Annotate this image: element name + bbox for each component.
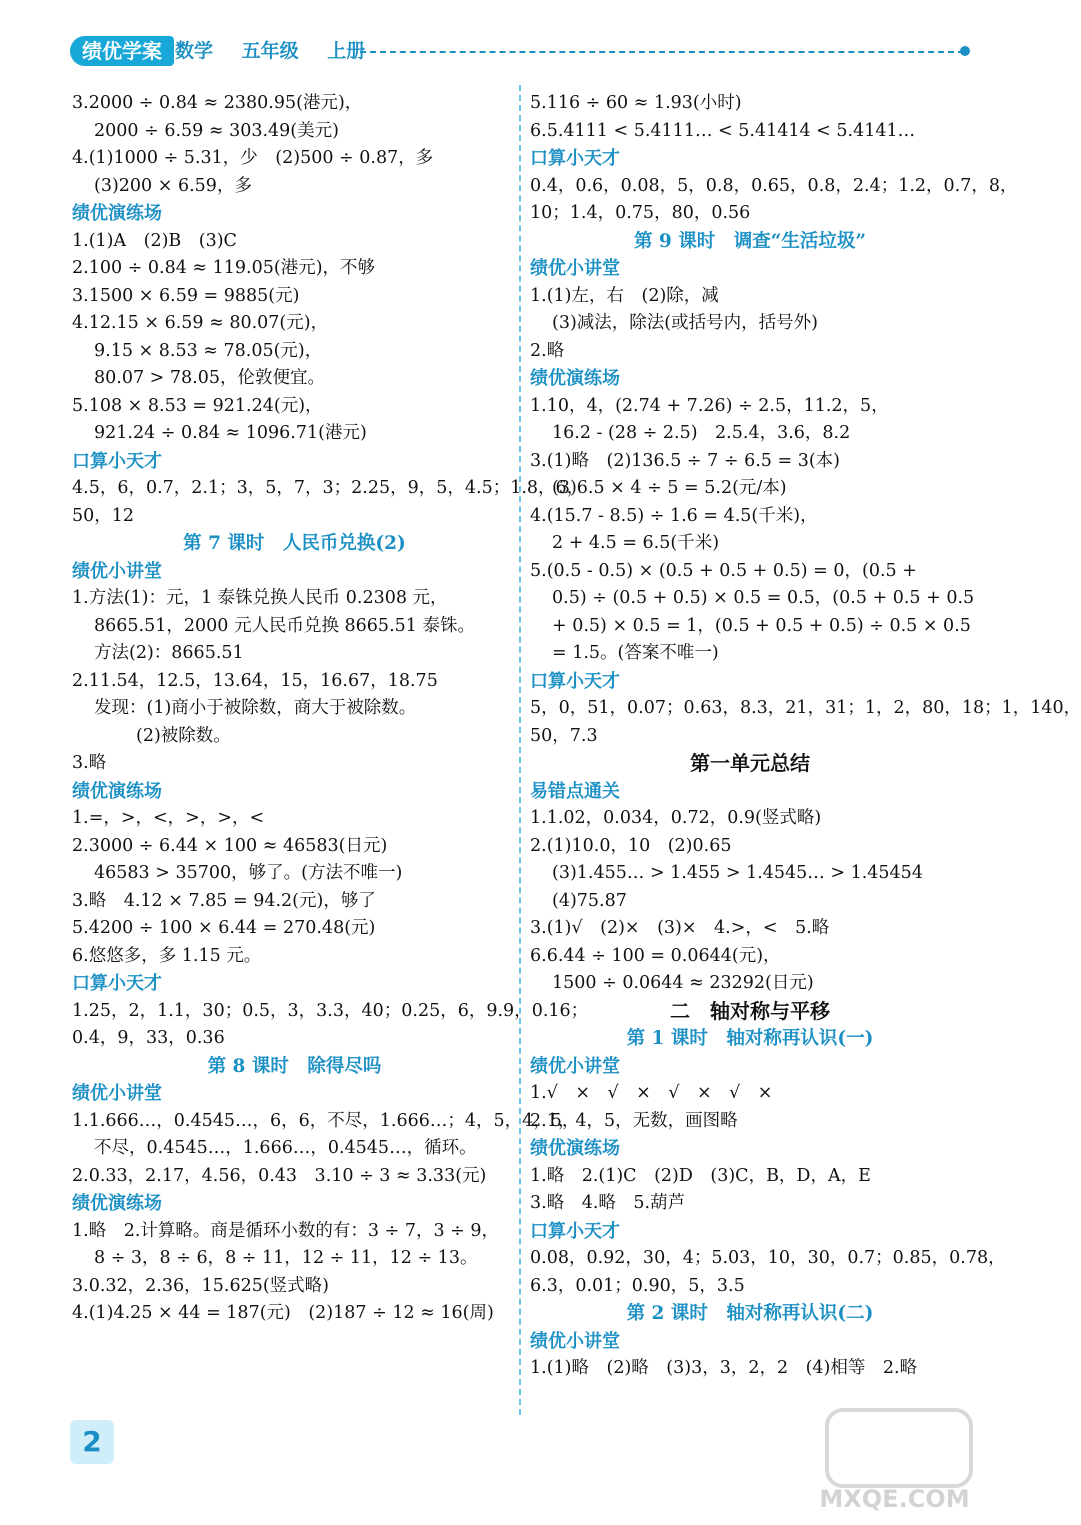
section-heading: 绩优演练场 <box>72 203 162 224</box>
answer-line: (4)75.87 <box>552 890 627 911</box>
answer-line: 1.方法(1)：元，1 泰铢兑换人民币 0.2308 元， <box>72 588 448 608</box>
answer-line: 6.6.44 ÷ 100 = 0.0644(元)， <box>530 945 781 966</box>
answer-line: 1.(1)左，右 (2)除，减 <box>530 285 719 306</box>
watermark-logo <box>807 1408 982 1513</box>
header-meta <box>175 36 387 66</box>
answer-line: 5.(0.5 - 0.5) × (0.5 + 0.5 + 0.5) = 0，(0.5 + <box>530 560 917 581</box>
answer-line: 0.4，9，33，0.36 <box>72 1028 225 1048</box>
answer-line: 50，7.3 <box>530 725 598 746</box>
answer-line: (3)减法，除法(或括号内，括号外) <box>552 313 818 333</box>
answer-line: 8665.51，2000 元人民币兑换 8665.51 泰铢。 <box>94 615 475 636</box>
answer-line: 3.0.32，2.36，15.625(竖式略) <box>72 1275 330 1296</box>
section-heading: 易错点通关 <box>530 780 620 802</box>
answer-line: 2.(1)10.0，10 (2)0.65 <box>530 835 732 856</box>
answer-line: 5.116 ÷ 60 ≈ 1.93(小时) <box>530 93 742 113</box>
answer-line: 8 ÷ 3，8 ÷ 6，8 ÷ 11，12 ÷ 11，12 ÷ 13。 <box>94 1248 478 1268</box>
answer-line: 1.1.02，0.034，0.72，0.9(竖式略) <box>530 808 822 828</box>
answer-line: + 0.5) × 0.5 = 1，(0.5 + 0.5 + 0.5) ÷ 0.5 × 0.5 <box>552 615 971 636</box>
answer-line: 50，12 <box>72 505 135 526</box>
answer-line: 10；1.4，0.75，80，0.56 <box>530 203 751 223</box>
answer-line: 1.√ × √ × √ × √ × <box>530 1083 773 1103</box>
answer-line: 6.3，0.01；0.90，5，3.5 <box>530 1275 745 1296</box>
lesson-title: 第 1 课时 轴对称再认识(一) <box>626 1028 874 1049</box>
answer-line: 3.略 4.12 × 7.85 = 94.2(元)，够了 <box>72 890 376 911</box>
section-heading: 绩优演练场 <box>72 780 162 802</box>
answer-line: 4.(1)4.25 × 44 = 187(元) (2)187 ÷ 12 ≈ 16(周) <box>72 1303 494 1323</box>
answer-line: 发现：(1)商小于被除数，商大于被除数。 <box>94 698 417 718</box>
answer-line: 0.08，0.92，30，4；5.03，10，30，0.7；0.85，0.78， <box>530 1248 1006 1268</box>
page-number: 2 <box>70 1420 114 1464</box>
watermark-logo-icon <box>825 1408 973 1488</box>
right-column <box>530 90 1081 1383</box>
lesson-title: 第 7 课时 人民币兑换(2) <box>183 533 406 554</box>
answer-line: 6.5.4111 < 5.4111… < 5.41414 < 5.4141… <box>530 120 916 141</box>
answer-line: 1.略 2.计算略。商是循环小数的有：3 ÷ 7，3 ÷ 9， <box>72 1220 500 1241</box>
unit-title: 第一单元总结 <box>690 751 810 775</box>
answer-line: (3)1.455… > 1.455 > 1.4545… > 1.45454 <box>552 863 923 883</box>
answer-line: 方法(2)：8665.51 <box>94 643 244 663</box>
section-heading: 绩优小讲堂 <box>72 1083 162 1104</box>
answer-line: 1.25，2，1.1，30；0.5，3，3.3，40；0.25，6，9.9，0.16； <box>72 1000 589 1021</box>
answer-line: 4.5，6，0.7，2.1；3，5，7，3；2.25，9，5，4.5；1.8，6， <box>72 478 585 498</box>
column-divider <box>519 85 521 1415</box>
answer-line: 2000 ÷ 6.59 ≈ 303.49(美元) <box>94 120 339 141</box>
answer-line: 3.略 4.略 5.葫芦 <box>530 1193 686 1213</box>
header-grade: 五年级 <box>241 40 299 62</box>
answer-line: = 1.5。(答案不唯一) <box>552 643 719 663</box>
unit-title: 二 轴对称与平移 <box>670 998 830 1023</box>
answer-line: 2.1，4，5，无数，画图略 <box>530 1110 738 1131</box>
answer-line: 1.=，>，<，>，>，< <box>72 808 265 828</box>
section-heading: 口算小天才 <box>72 973 162 994</box>
lesson-title: 第 9 课时 调查“生活垃圾” <box>633 230 867 252</box>
answer-line: (2)被除数。 <box>136 725 231 746</box>
answer-line: (3)6.5 × 4 ÷ 5 = 5.2(元/本) <box>552 478 787 498</box>
answer-line: 0.5) ÷ (0.5 + 0.5) × 0.5 = 0.5，(0.5 + 0.5 + 0.5 <box>552 588 975 608</box>
answer-line: 2 + 4.5 = 6.5(千米) <box>552 533 720 553</box>
section-heading: 口算小天才 <box>530 1220 620 1242</box>
answer-line: 9.15 × 8.53 ≈ 78.05(元)， <box>94 340 323 361</box>
answer-line: 5.108 × 8.53 = 921.24(元)， <box>72 395 323 416</box>
answer-line: 16.2 - (28 ÷ 2.5) 2.5.4，3.6，8.2 <box>552 423 851 443</box>
section-heading: 绩优演练场 <box>530 1138 620 1159</box>
answer-line: 1500 ÷ 0.0644 ≈ 23292(日元) <box>552 973 814 993</box>
section-heading: 绩优小讲堂 <box>530 258 620 279</box>
answer-line: 4.(1)1000 ÷ 5.31，少 (2)500 ÷ 0.87，多 <box>72 148 434 168</box>
answer-line: 46583 > 35700，够了。(方法不唯一) <box>94 863 403 883</box>
answer-line: 5，0，51，0.07；0.63，8.3，21，31；1，2，80，18；1，140， <box>530 698 1081 718</box>
answer-line: 3.略 <box>72 753 107 773</box>
section-heading: 绩优演练场 <box>530 368 620 389</box>
answer-line: 2.11.54，12.5，13.64，15，16.67，18.75 <box>72 670 438 691</box>
answer-line: 1.(1)A (2)B (3)C <box>72 230 237 251</box>
page-header <box>70 36 970 70</box>
answer-line: 1.1.666…，0.4545…，6，6，不尽，1.666…；4，5，4，5， <box>72 1110 580 1131</box>
section-heading: 口算小天才 <box>530 148 620 169</box>
header-dot <box>960 46 970 56</box>
header-subject: 数学 <box>175 40 214 62</box>
header-dash-line <box>360 51 964 53</box>
answer-line: 4.12.15 × 6.59 ≈ 80.07(元)， <box>72 313 329 333</box>
answer-line: 3.(1)√ (2)× (3)× 4.>，< 5.略 <box>530 918 830 938</box>
answer-line: 3.1500 × 6.59 = 9885(元) <box>72 285 300 306</box>
answer-line: 2.3000 ÷ 6.44 × 100 ≈ 46583(日元) <box>72 835 388 856</box>
lesson-title: 第 8 课时 除得尽吗 <box>207 1055 382 1077</box>
section-heading: 绩优小讲堂 <box>530 1330 620 1352</box>
section-heading: 绩优小讲堂 <box>72 560 162 582</box>
answer-line: 0.4，0.6，0.08，5，0.8，0.65，0.8，2.4；1.2，0.7，8， <box>530 175 1018 196</box>
answer-line: (3)200 × 6.59，多 <box>94 175 252 196</box>
answer-line: 2.略 <box>530 340 565 361</box>
section-heading: 口算小天才 <box>72 450 162 472</box>
header-volume: 上册 <box>327 40 366 62</box>
answer-line: 2.100 ÷ 0.84 ≈ 119.05(港元)，不够 <box>72 258 376 278</box>
answer-line: 1.(1)略 (2)略 (3)3，3，2，2 (4)相等 2.略 <box>530 1358 918 1378</box>
brand-badge: 绩优学案 <box>70 36 174 66</box>
answer-line: 921.24 ÷ 0.84 ≈ 1096.71(港元) <box>94 423 367 443</box>
answer-line: 4.(15.7 - 8.5) ÷ 1.6 = 4.5(千米)， <box>530 505 818 526</box>
watermark-text: MXQE.COM <box>819 1485 970 1513</box>
answer-line: 1.10，4，(2.74 + 7.26) ÷ 2.5，11.2，5， <box>530 395 889 416</box>
answer-line: 3.2000 ÷ 0.84 ≈ 2380.95(港元)， <box>72 93 363 113</box>
section-heading: 口算小天才 <box>530 670 620 692</box>
answer-line: 3.(1)略 (2)136.5 ÷ 7 ÷ 6.5 = 3(本) <box>530 450 840 471</box>
section-heading: 绩优小讲堂 <box>530 1055 620 1077</box>
lesson-title: 第 2 课时 轴对称再认识(二) <box>626 1303 874 1324</box>
answer-line: 不尽，0.4545…，1.666…，0.4545…，循环。 <box>94 1138 477 1158</box>
answer-line: 1.略 2.(1)C (2)D (3)C，B，D，A，E <box>530 1165 871 1186</box>
answer-line: 80.07 > 78.05，伦敦便宜。 <box>94 368 325 388</box>
answer-line: 2.0.33，2.17，4.56，0.43 3.10 ÷ 3 ≈ 3.33(元) <box>72 1165 487 1186</box>
answer-line: 5.4200 ÷ 100 × 6.44 = 270.48(元) <box>72 918 376 938</box>
answer-line: 6.悠悠多，多 1.15 元。 <box>72 945 262 966</box>
section-heading: 绩优演练场 <box>72 1193 162 1214</box>
